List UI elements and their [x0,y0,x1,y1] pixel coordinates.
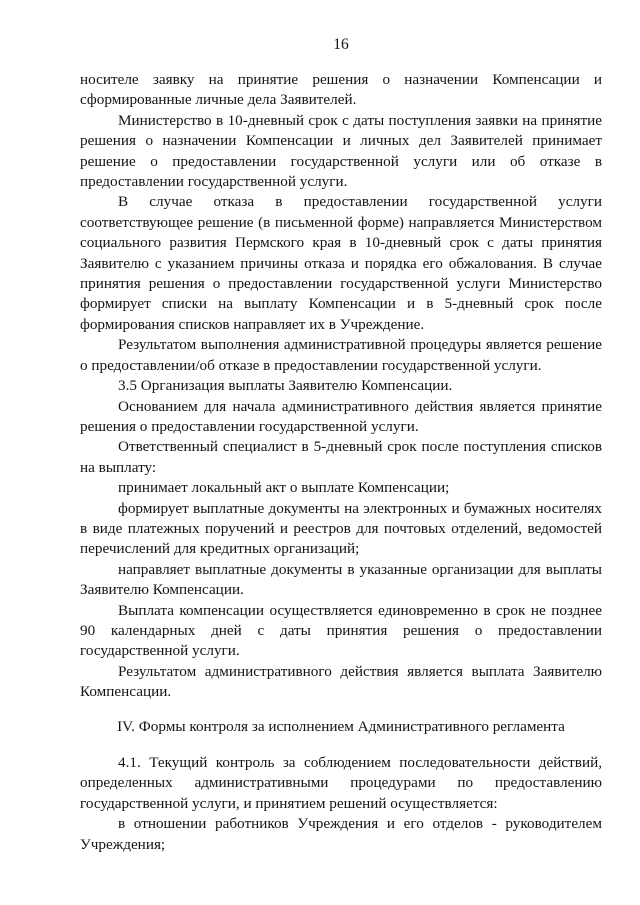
paragraph-4-1: 4.1. Текущий контроль за соблюдением последовательности действий, определенных административными процедурами по предоставлению государственной услуги, и принятием решений осуществляется: [80,754,602,812]
paragraph-action-result: Результатом административного действия является выплата Заявителю Компенсации. [80,662,602,701]
paragraph-continuation: носителе заявку на принятие решения о назначении Компенсации и сформированные личные дела Заявителей. [80,71,602,109]
paragraph-procedure-result: Результатом выполнения административной процедуры является решение о предоставлении/об отказе в предоставлении государственной услуги. [80,336,602,374]
paragraph-basis: Основанием для начала административного действия является принятие решения о предоставлении государственной услуги. [80,397,602,435]
paragraph-control-workers: в отношении работников Учреждения и его отделов - руководителем Учреждения; [80,815,602,853]
list-item-local-act: принимает локальный акт о выплате Компенсации; [118,479,450,497]
paragraph-payment-term: Выплата компенсации осуществляется единовременно в срок не позднее 90 календарных дней с даты принятия решения о предоставлении государственной услуги. [80,601,602,660]
paragraph-ministry-decision: Министерство в 10-дневный срок с даты поступления заявки на принятие решения о назначении Компенсации и личных дел Заявителей принимает решение о предоставлении государственной услуги или об отказе в предоставлении государственной услуги. [80,111,602,191]
paragraph-section-3-5: 3.5 Организация выплаты Заявителю Компенсации. [118,377,453,395]
list-item-payment-documents: формирует выплатные документы на электронных и бумажных носителях в виде платежных поручений и реестров для почтовых отделений, ведомостей перечислений для кредитных организаций; [80,499,602,558]
list-item-send-documents: направляет выплатные документы в указанные организации для выплаты Заявителю Компенсации. [80,560,602,599]
page-number: 16 [333,36,349,53]
paragraph-refusal-case: В случае отказа в предоставлении государственной услуги соответствующее решение (в письменной форме) направляется Министерством социального развития Пермского края в 10-дневный срок с даты принятия Заявителю с указанием причины отказа и порядка его обжалования. В случае принятия решения о предоставлении государственной услуги Министерство формирует списки на выплату Компенсации и в 5-дневный срок после формирования списков направляет их в Учреждение. [80,193,602,333]
paragraph-responsible-specialist: Ответственный специалист в 5-дневный срок после поступления списков на выплату: [80,438,602,476]
section-heading: IV. Формы контроля за исполнением Административного регламента [117,717,565,735]
document-body [80,70,602,855]
